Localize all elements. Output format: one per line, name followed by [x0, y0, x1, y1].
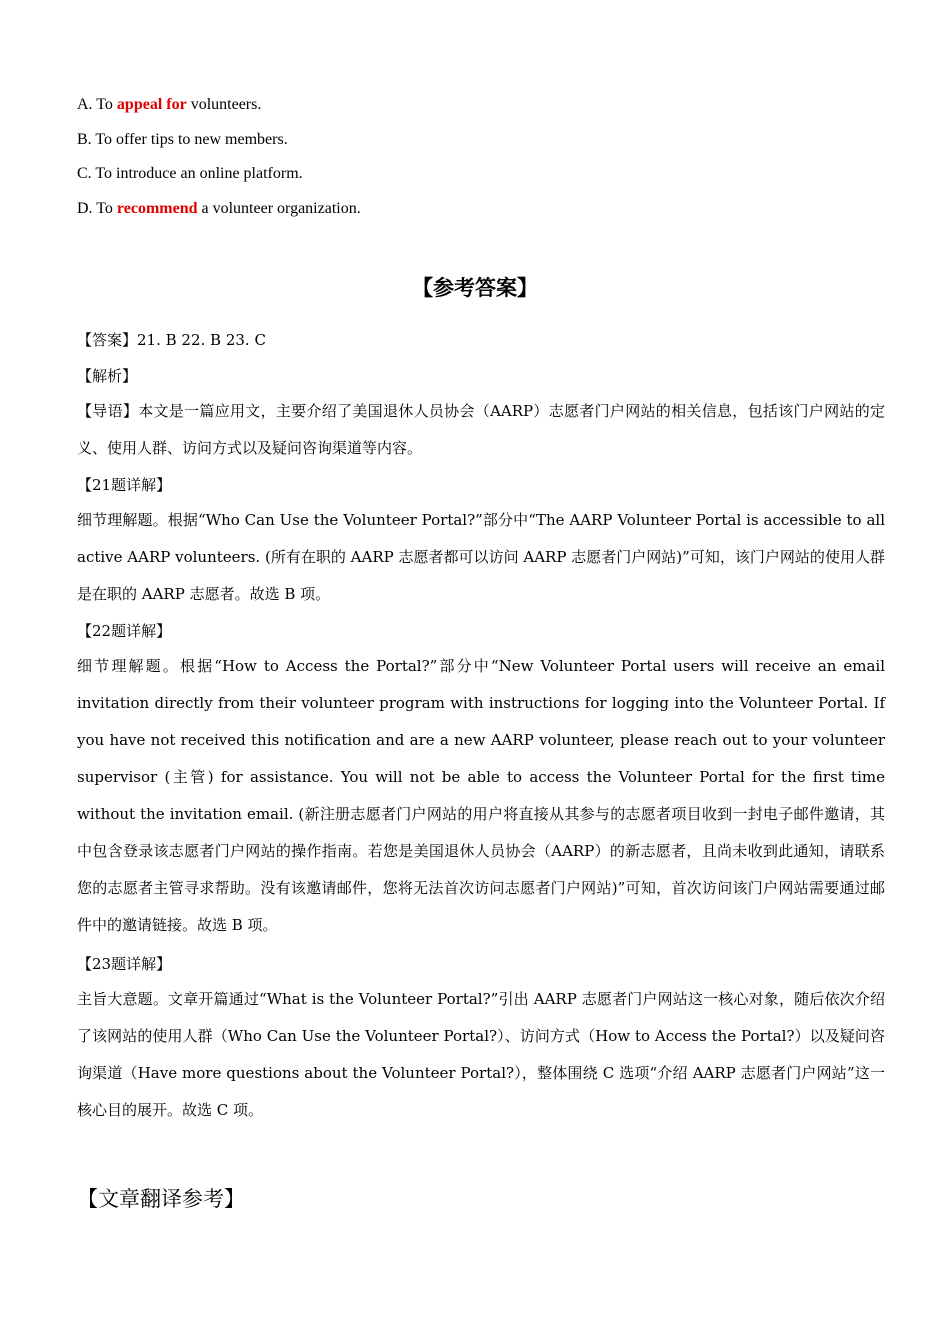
q21-label: 【21题详解】: [77, 476, 172, 494]
option-b: B. To offer tips to new members.: [77, 131, 288, 148]
guide-paragraph: 【导语】本文是一篇应用文，主要介绍了美国退休人员协会（AARP）志愿者门户网站的相关信息，包括该门户网站的定义、使用人群、访问方式以及疑问咨询渠道等内容。: [77, 402, 885, 457]
q23-label: 【23题详解】: [77, 955, 172, 973]
q21-paragraph: 细节理解题。根据“Who Can Use the Volunteer Portal?”部分中“The AARP Volunteer Portal is accessible to all active AARP volunteers. (所有在职的 AARP 志愿者都可以访问 AARP 志愿者门户网站)”可知，该门户网站的使用人群是在职的 AARP 志愿者。故选 B 项。: [77, 511, 885, 603]
option-c: C. To introduce an online platform.: [77, 165, 303, 182]
analysis-label: 【解析】: [77, 367, 138, 385]
option-a-highlight: appeal for: [116, 96, 187, 113]
option-d-suffix: a volunteer organization.: [197, 200, 361, 217]
q23-paragraph: 主旨大意题。文章开篇通过“What is the Volunteer Portal?”引出 AARP 志愿者门户网站这一核心对象，随后依次介绍了该网站的使用人群（Who Can Use the Volunteer Portal?）、访问方式（How to Access the Portal?）以及疑问咨询渠道（Have more questions about the Volunteer Portal?），整体围绕 C 选项“介绍 AARP 志愿者门户网站”这一核心目的展开。故选 C 项。: [77, 990, 885, 1119]
answer-section-title: 【参考答案】: [412, 276, 538, 300]
option-a-prefix: A. To: [77, 96, 117, 113]
answer-line: 【答案】21. B 22. B 23. C: [77, 331, 266, 349]
option-a: [77, 95, 261, 115]
option-d-prefix: D. To: [77, 200, 117, 217]
option-d-highlight: recommend: [116, 200, 198, 217]
option-a-suffix: volunteers.: [186, 96, 262, 113]
q22-paragraph: 细节理解题。根据“How to Access the Portal?”部分中“New Volunteer Portal users will receive an email invitation directly from their volunteer program with instructions for logging into the Volunteer Portal. If you have not received this notification and are a new AARP volunteer, please reach out to your volunteer supervisor (主管) for assistance. You will not be able to access the Volunteer Portal for the first time without the invitation email. (新注册志愿者门户网站的用户将直接从其参与的志愿者项目收到一封电子邮件邀请，其中包含登录该志愿者门户网站的操作指南。若您是美国退休人员协会（AARP）的新志愿者，且尚未收到此通知，请联系您的志愿者主管寻求帮助。没有该邀请邮件，您将无法首次访问志愿者门户网站)”可知，首次访问该门户网站需要通过邮件中的邀请链接。故选 B 项。: [77, 657, 885, 934]
option-d: [77, 199, 361, 219]
translation-title: 【文章翻译参考】: [77, 1187, 245, 1211]
q22-label: 【22题详解】: [77, 622, 172, 640]
